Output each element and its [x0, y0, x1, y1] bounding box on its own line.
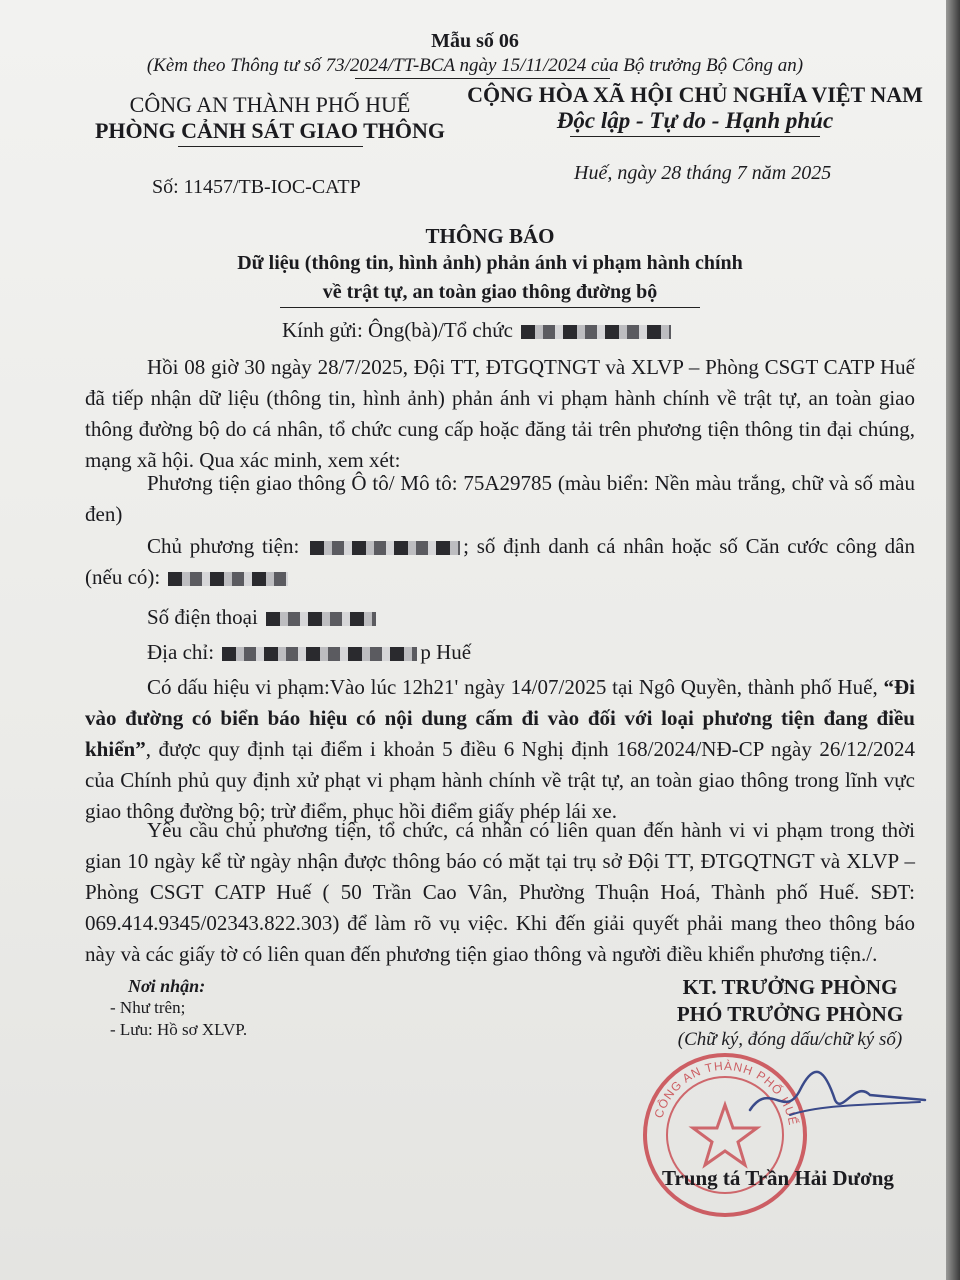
request-text: Yêu cầu chủ phương tiện, tổ chức, cá nhân có liên quan đến hành vi vi phạm trong thời gian 10 ngày kể từ ngày nhận được thông báo có mặt tại trụ sở Đội TT, ĐTGQTNGT và XLVP – Phòng CSGT CATP Huế ( 50 Trần Cao Vân, Phường Thuận Hoá, Thành phố Huế. SĐT: 069.414.9345/02343.822.303) để làm rõ vụ việc. Khi đến giải quyết phải mang theo thông báo này và các giấy tờ có liên quan đến phương tiện giao thông và người điều khiển phương tiện./. [85, 818, 915, 966]
redacted-owner-id [168, 572, 288, 586]
phone-paragraph [85, 602, 915, 633]
form-header [0, 30, 950, 77]
issuer-org-line1: CÔNG AN THÀNH PHỐ HUẾ [129, 92, 411, 117]
redacted-recipient [521, 325, 671, 339]
nation-name: CỘNG HÒA XÃ HỘI CHỦ NGHĨA VIỆT NAM [467, 82, 923, 107]
signer-name: Trung tá Trần Hải Dương [662, 1166, 894, 1190]
page-edge-shadow [946, 0, 960, 1280]
owner-label: Chủ phương tiện: [147, 534, 300, 558]
owner-line [85, 531, 915, 593]
document-subtitle-line1: Dữ liệu (thông tin, hình ảnh) phản ánh vi phạm hành chính [237, 252, 743, 274]
recipient-line [282, 318, 674, 343]
header-divider [355, 78, 610, 79]
distribution-item: - Lưu: Hồ sơ XLVP. [110, 1020, 248, 1039]
motto-underline [570, 136, 820, 137]
signature-note: (Chữ ký, đóng dấu/chữ ký số) [677, 1029, 903, 1050]
document-subtitle-line2: về trật tự, an toàn giao thông đường bộ [322, 281, 658, 303]
address-label: Địa chỉ: [147, 640, 215, 664]
violation-intro: Có dấu hiệu vi phạm:Vào lúc 12h21' ngày 14/07/2025 tại Ngô Quyền, thành phố Huế, [147, 675, 878, 699]
distribution-heading: Nơi nhận: [128, 976, 206, 996]
phone-label: Số điện thoại [147, 605, 258, 629]
signature-block [630, 975, 950, 1051]
violation-text [85, 672, 915, 827]
form-number: Mẫu số 06 [431, 30, 519, 52]
violation-paragraph [85, 672, 915, 827]
subtitle-underline [280, 307, 700, 308]
nation-motto: Độc lập - Tự do - Hạnh phúc [556, 108, 834, 133]
request-paragraph [85, 815, 915, 970]
form-reference: (Kèm theo Thông tư số 73/2024/TT-BCA ngày 15/11/2024 của Bộ trưởng Bộ Công an) [146, 55, 804, 76]
phone-line [85, 602, 915, 633]
address-paragraph [85, 637, 915, 668]
distribution-list [110, 975, 247, 1041]
address-line [85, 637, 915, 668]
owner-paragraph [85, 531, 915, 593]
redacted-phone [266, 612, 376, 626]
address-tail: p Huế [420, 640, 472, 664]
issuer-org-line2: PHÒNG CẢNH SÁT GIAO THÔNG [94, 118, 445, 143]
document-title: THÔNG BÁO [425, 224, 555, 248]
signature-title1: KT. TRƯỞNG PHÒNG [682, 975, 898, 999]
issuer-block [85, 92, 455, 147]
nation-block [460, 82, 930, 137]
redacted-owner-name [310, 541, 460, 555]
violation-description: “Đi vào đường có biển báo hiệu có nội dung cấm đi vào đối với loại phương tiện đang điều khiển” [85, 675, 915, 761]
intro-paragraph [85, 352, 915, 476]
intro-text: Hồi 08 giờ 30 ngày 28/7/2025, Đội TT, ĐTGQTNGT và XLVP – Phòng CSGT CATP Huế đã tiếp nhận dữ liệu (thông tin, hình ảnh) phản ánh vi phạm hành chính về trật tự, an toàn giao thông đường bộ do cá nhân, tổ chức cung cấp hoặc đăng tải trên phương tiện thông tin đại chúng, mạng xã hội. Qua xác minh, xem xét: [85, 355, 915, 472]
distribution-item: - Như trên; [110, 998, 186, 1017]
issuer-underline [178, 146, 363, 147]
violation-legal-basis: , được quy định tại điểm i khoản 5 điều 6 Nghị định 168/2024/NĐ-CP ngày 26/12/2024 của Chính phủ quy định xử phạt vi phạm hành chính về trật tự, an toàn giao thông trong lĩnh vực giao thông đường bộ; trừ điểm, phục hồi điểm giấy phép lái xe. [85, 737, 915, 823]
vehicle-paragraph [85, 468, 915, 530]
document-date: Huế, ngày 28 tháng 7 năm 2025 [574, 162, 832, 184]
title-block [150, 224, 830, 308]
vehicle-text: Phương tiện giao thông Ô tô/ Mô tô: 75A29785 (màu biển: Nền màu trắng, chữ và số màu đen) [85, 471, 915, 526]
document-number: Số: 11457/TB-IOC-CATP [152, 176, 361, 198]
recipient-label: Kính gửi: Ông(bà)/Tổ chức [282, 318, 513, 342]
redacted-address [222, 647, 417, 661]
stamp-text: CÔNG AN THÀNH PHỐ HUẾ [651, 1058, 801, 1128]
handwritten-signature [730, 1060, 930, 1140]
owner-id-label: ; số định danh cá nhân hoặc số Căn cước công dân (nếu có): [85, 534, 915, 589]
signature-title2: PHÓ TRƯỞNG PHÒNG [676, 1002, 904, 1026]
